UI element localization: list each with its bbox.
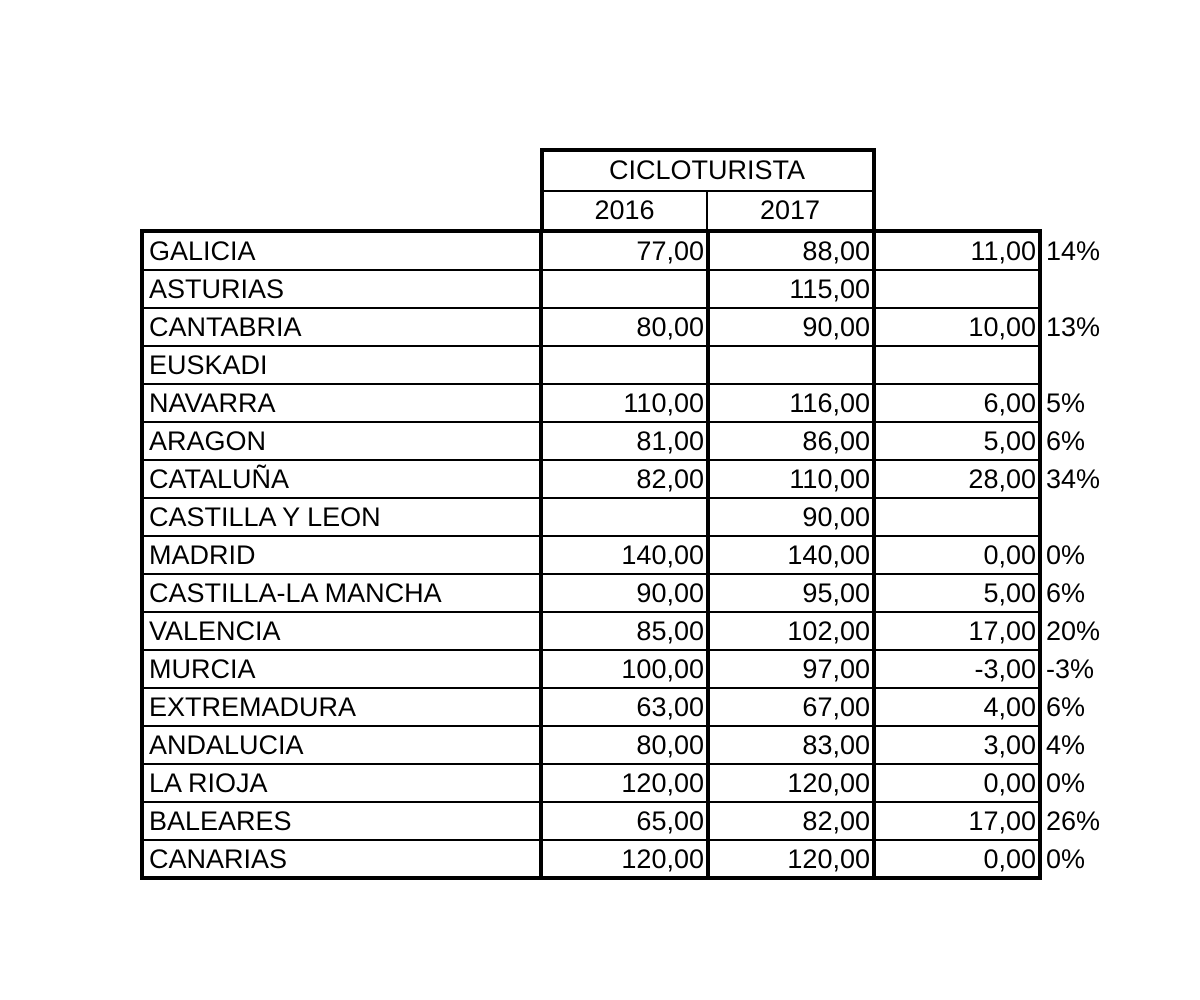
region-name: EXTREMADURA: [149, 692, 357, 722]
value-2016: 82,00: [636, 464, 704, 494]
value-difference: 0,00: [983, 540, 1036, 570]
value-2016: 140,00: [621, 540, 704, 570]
value-2017: 140,00: [787, 540, 870, 570]
value-percent: 6%: [1046, 692, 1086, 722]
region-name: GALICIA: [149, 236, 256, 266]
region-name: ASTURIAS: [149, 274, 285, 304]
value-percent: 34%: [1046, 464, 1101, 494]
value-difference: [876, 499, 1040, 537]
value-2017: 102,00: [787, 616, 870, 646]
value-percent: 14%: [1046, 236, 1101, 266]
value-difference: 17,00: [968, 806, 1036, 836]
value-2017: 115,00: [789, 274, 870, 304]
value-2017: 120,00: [787, 768, 870, 798]
value-2017: 97,00: [802, 654, 870, 684]
value-2016: [544, 271, 708, 309]
value-difference: 17,00: [968, 616, 1036, 646]
value-difference: 0,00: [983, 844, 1036, 874]
value-2017: 120,00: [787, 844, 870, 874]
value-difference: [876, 347, 1040, 385]
region-name: CANARIAS: [149, 844, 288, 874]
region-name: BALEARES: [149, 806, 292, 836]
value-percent: 26%: [1046, 806, 1101, 836]
value-difference: 4,00: [983, 692, 1036, 722]
value-2017: 110,00: [789, 464, 870, 494]
value-2017: 90,00: [802, 502, 870, 532]
value-2016: 63,00: [636, 692, 704, 722]
region-name: MURCIA: [149, 654, 256, 684]
value-2016: 80,00: [636, 312, 704, 342]
value-difference: 5,00: [983, 578, 1036, 608]
value-difference: 11,00: [970, 236, 1036, 266]
value-2016: 120,00: [621, 768, 704, 798]
value-2017: [710, 347, 874, 385]
region-name: EUSKADI: [149, 350, 268, 380]
region-name: VALENCIA: [149, 616, 281, 646]
value-difference: 6,00: [983, 388, 1036, 418]
value-2017: 86,00: [802, 426, 870, 456]
header-year-2017: 2017: [759, 195, 821, 225]
value-2016: 110,00: [623, 388, 704, 418]
value-2016: 81,00: [636, 426, 704, 456]
value-percent: 0%: [1046, 768, 1086, 798]
value-2016: 90,00: [636, 578, 704, 608]
value-percent: [1044, 347, 1164, 385]
value-2017: 83,00: [802, 730, 870, 760]
header-year-2016: 2016: [594, 195, 655, 225]
region-name: CASTILLA Y LEON: [149, 502, 381, 532]
value-percent: [1044, 271, 1164, 309]
value-percent: 0%: [1046, 540, 1086, 570]
value-2016: 120,00: [621, 844, 704, 874]
value-2016: 77,00: [636, 236, 704, 266]
region-name: LA RIOJA: [149, 768, 268, 798]
value-percent: 20%: [1046, 616, 1101, 646]
region-name: MADRID: [149, 540, 256, 570]
value-percent: 0%: [1046, 844, 1086, 874]
value-percent: 5%: [1046, 388, 1086, 418]
value-percent: [1044, 499, 1164, 537]
value-difference: -3,00: [974, 654, 1036, 684]
value-2017: 82,00: [802, 806, 870, 836]
value-percent: -3%: [1046, 654, 1095, 684]
value-2017: 95,00: [802, 578, 870, 608]
value-percent: 6%: [1046, 426, 1086, 456]
value-2017: 116,00: [789, 388, 870, 418]
value-2017: 90,00: [802, 312, 870, 342]
value-percent: 4%: [1046, 730, 1086, 760]
value-difference: 28,00: [968, 464, 1036, 494]
value-2016: [544, 499, 708, 537]
region-name: NAVARRA: [149, 388, 276, 418]
value-percent: 13%: [1046, 312, 1101, 342]
value-difference: 5,00: [983, 426, 1036, 456]
value-2016: 100,00: [621, 654, 704, 684]
region-name: CASTILLA-LA MANCHA: [149, 578, 442, 608]
region-name: CATALUÑA: [149, 464, 290, 494]
header-border-right: [872, 148, 876, 232]
value-percent: 6%: [1046, 578, 1086, 608]
region-name: CANTABRIA: [149, 312, 302, 342]
value-2016: [544, 347, 708, 385]
region-name: ANDALUCIA: [149, 730, 304, 760]
value-2016: 85,00: [636, 616, 704, 646]
value-difference: 3,00: [983, 730, 1036, 760]
header-group-label: CICLOTURISTA: [608, 155, 805, 185]
value-2017: 88,00: [802, 236, 870, 266]
value-difference: [876, 271, 1040, 309]
value-2016: 80,00: [636, 730, 704, 760]
value-2017: 67,00: [802, 692, 870, 722]
value-2016: 65,00: [636, 806, 704, 836]
region-name: ARAGON: [149, 426, 267, 456]
value-difference: 0,00: [983, 768, 1036, 798]
value-difference: 10,00: [968, 312, 1036, 342]
